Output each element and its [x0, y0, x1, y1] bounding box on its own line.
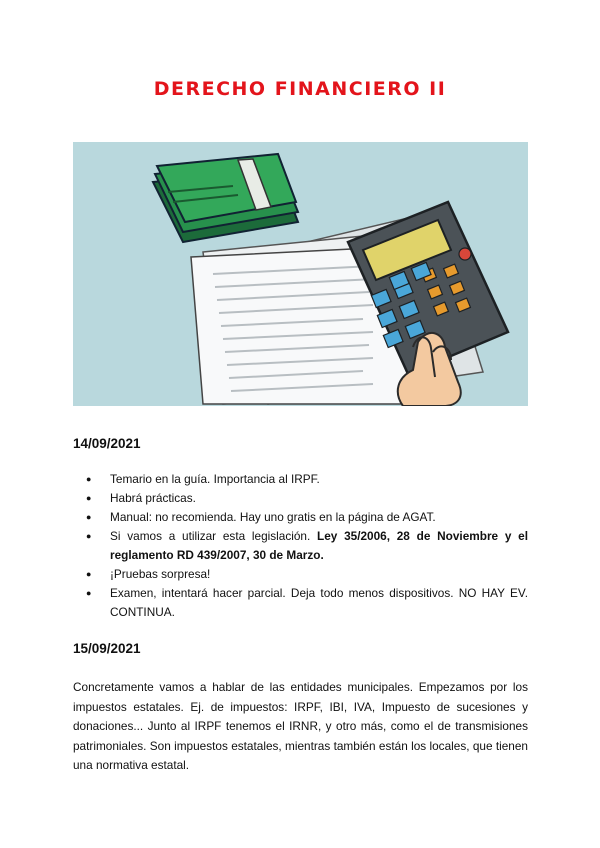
list-item: ● Habrá prácticas. — [73, 489, 528, 508]
section-date-heading: 15/09/2021 — [73, 641, 141, 656]
calculator-money-illustration — [73, 142, 528, 406]
legislation-prefix: Si vamos a utilizar esta legislación. — [110, 529, 318, 543]
legislation-reference: Ley 35/2006, 28 de Noviembre y el reglamento RD 439/2007, 30 de Marzo. — [110, 529, 528, 562]
list-item: ● ¡Pruebas sorpresa! — [73, 565, 528, 584]
list-item: ● Examen, intentará hacer parcial. Deja todo menos dispositivos. NO HAY EV. CONTINUA. — [73, 584, 528, 622]
list-item: ● Temario en la guía. Importancia al IRPF. — [73, 470, 528, 489]
section-paragraph: Concretamente vamos a hablar de las entidades municipales. Empezamos por los impuestos estatales. Ej. de impuestos: IRPF, IBI, IVA, Impuesto de sucesiones y donaciones... Junto al IRPF tenemos el IRNR, y otro más, como el de transmisiones patrimoniales. Son impuestos estatales, mientras también están los locales, que tienen una normativa estatal. — [73, 680, 528, 772]
notes-bullet-list — [73, 470, 528, 622]
document-title: DERECHO FINANCIERO II — [153, 78, 447, 100]
list-item: ● Manual: no recomienda. Hay uno gratis en la página de AGAT. — [73, 508, 528, 527]
section-date-heading: 14/09/2021 — [73, 436, 141, 451]
list-item-legislation — [73, 527, 528, 565]
